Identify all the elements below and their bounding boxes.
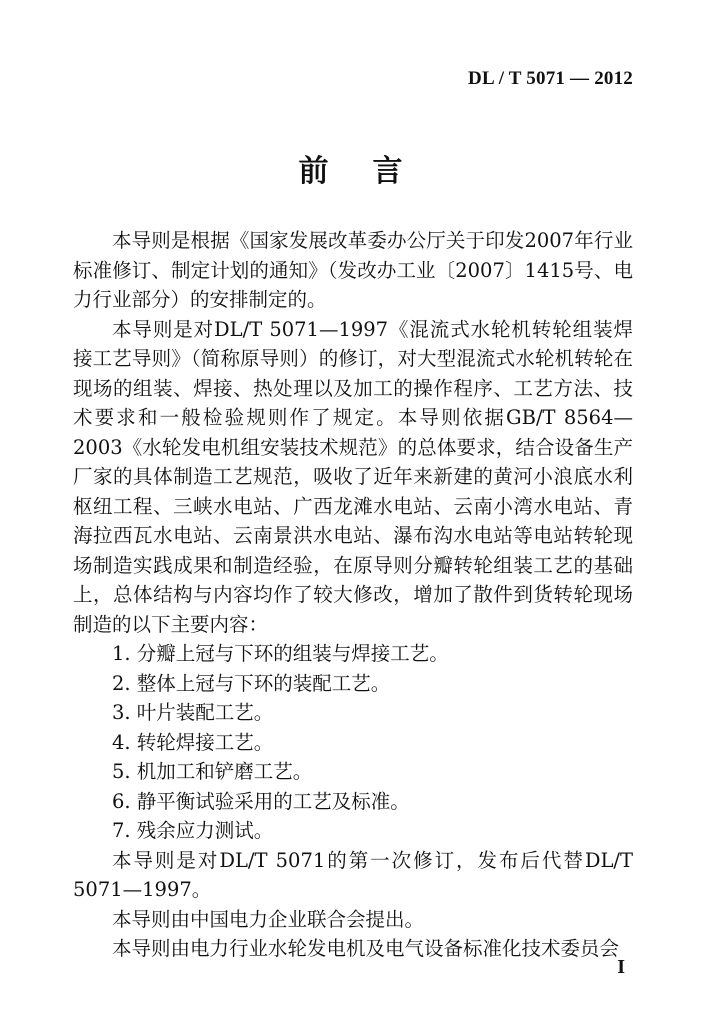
paragraph: 本导则是对DL/T 5071的第一次修订，发布后代替DL/T 5071—1997。	[73, 848, 633, 901]
list-item: 2. 整体上冠与下环的装配工艺。	[112, 671, 391, 695]
list-item: 7. 残余应力测试。	[112, 819, 274, 842]
list-item: 3. 叶片装配工艺。	[112, 701, 274, 724]
paragraph: 本导则是对DL/T 5071—1997《混流式水轮机转轮组装焊接工艺导则》（简称原导则）的修订，对大型混流式水轮机转轮在现场的组装、焊接、热处理以及加工的操作程序、工艺方法、技术要求和一般检验规则作了规定。本导则依据GB/T 8564—2003《水轮发电机组安装技术规范》的总体要求，结合设备生产厂家的具体制造工艺规范，吸收了近年来新建的黄河小浪底水利枢纽工程、三峡水电站、广西龙滩水电站、云南小湾水电站、青海拉西瓦水电站、云南景洪水电站、瀑布沟水电站等电站转轮现场制造实践成果和制造经验，在原导则分瓣转轮组装工艺的基础上，总体结构与内容均作了较大修改，增加了散件到货转轮现场制造的以下主要内容：	[73, 317, 633, 636]
page-number: I	[617, 956, 625, 978]
paragraph: 本导则由电力行业水轮发电机及电气设备标准化技术委员会	[112, 937, 620, 960]
content-list	[73, 639, 633, 846]
list-item: 5. 机加工和铲磨工艺。	[112, 760, 313, 783]
list-item: 4. 转轮焊接工艺。	[112, 730, 274, 754]
standard-code: DL / T 5071 — 2012	[468, 68, 633, 89]
body-text	[73, 226, 633, 964]
paragraph: 本导则由中国电力企业联合会提出。	[112, 907, 425, 931]
list-item: 1. 分瓣上冠与下环的组装与焊接工艺。	[112, 642, 449, 665]
paragraph: 本导则是根据《国家发展改革委办公厅关于印发2007年行业标准修订、制定计划的通知》（发改办工业〔2007〕1415号、电力行业部分）的安排制定的。	[73, 229, 633, 311]
page-title: 前言	[298, 154, 447, 189]
list-item: 6. 静平衡试验采用的工艺及标准。	[112, 789, 410, 813]
